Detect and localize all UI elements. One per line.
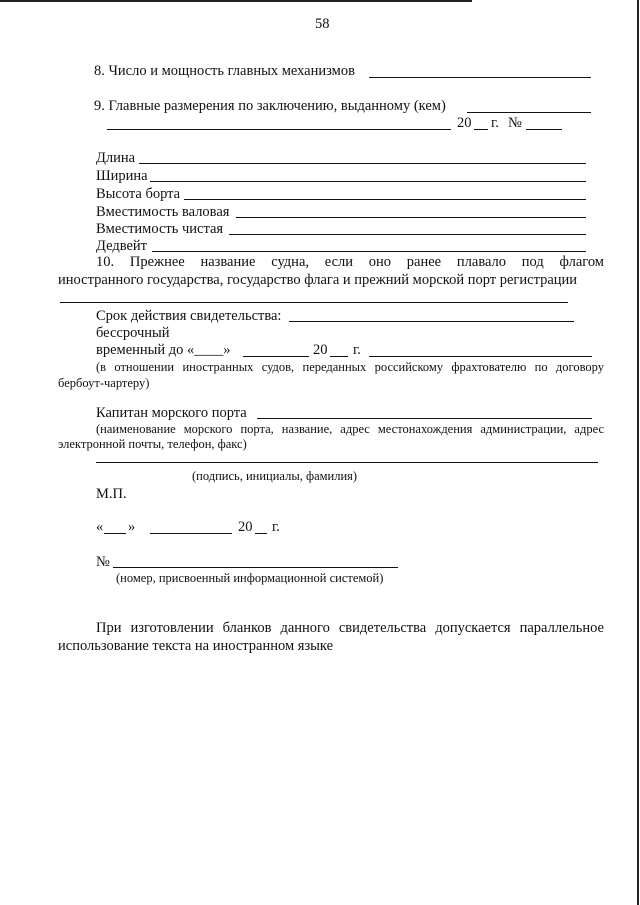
length-field[interactable] [139,163,586,164]
date-day-field[interactable] [104,533,126,534]
item9-number-sign: № [508,115,522,131]
item8-field[interactable] [369,77,591,78]
item10-line2: иностранного государства, государство флага и прежний морской порт регистрации [58,272,578,288]
harbor-master-note-line2: электронной почты, телефон, факс) [58,437,247,451]
deadweight-field[interactable] [152,251,586,252]
depth-label: Высота борта [96,186,181,202]
harbor-master-field[interactable] [257,418,592,419]
harbor-master-label: Капитан морского порта [96,405,247,421]
width-field[interactable] [150,181,586,182]
date-close-quote: » [128,519,136,535]
net-tonnage-label: Вместимость чистая [96,221,224,237]
number-caption: (номер, присвоенный информационной системой) [116,571,384,585]
validity-month-field[interactable] [243,356,309,357]
item9-year-field[interactable] [474,129,488,130]
number-field[interactable] [113,567,398,568]
item9-year-suffix: г. [491,115,499,131]
validity-temporary: временный до «____» [96,342,231,358]
date-year-field[interactable] [255,533,267,534]
item9-issuer-field-2[interactable] [107,129,451,130]
signature-field[interactable] [96,462,598,463]
item10-field[interactable] [60,302,568,303]
depth-field[interactable] [184,199,586,200]
deadweight-label: Дедвейт [96,238,147,254]
validity-year: 20 [313,342,328,358]
item10-line1: 10. Прежнее название судна, если оно ранее плавало под флагом [96,254,604,270]
validity-note-line2: бербоут-чартеру) [58,376,150,390]
length-label: Длина [96,150,136,166]
width-label: Ширина [96,168,148,184]
validity-note-line1: (в отношении иностранных судов, переданных российскому фрахтователю по договору [96,360,604,374]
date-month-field[interactable] [150,533,232,534]
footer-note-line2: использование текста на иностранном языке [58,638,334,654]
validity-indefinite: бессрочный [96,325,170,341]
validity-year-field[interactable] [330,356,348,357]
gross-tonnage-field[interactable] [236,217,586,218]
date-open-quote: « [96,519,104,535]
signature-caption: (подпись, инициалы, фамилия) [192,469,358,483]
seal-placeholder: М.П. [96,486,127,502]
item9-issuer-field[interactable] [467,112,591,113]
item8-label: 8. Число и мощность главных механизмов [94,63,355,79]
footer-note-line1: При изготовлении бланков данного свидетельства допускается параллельное [96,620,604,636]
validity-label: Срок действия свидетельства: [96,308,282,324]
date-year-suffix: г. [272,519,280,535]
validity-year-suffix: г. [353,342,361,358]
number-sign: № [96,554,110,570]
item9-number-field[interactable] [526,129,562,130]
page-number: 58 [315,16,330,32]
validity-extra-field[interactable] [369,356,592,357]
validity-field[interactable] [289,321,574,322]
date-year: 20 [238,519,253,535]
net-tonnage-field[interactable] [229,234,586,235]
harbor-master-note-line1: (наименование морского порта, название, адрес местонахождения администрации, адрес [96,422,604,436]
item9-label: 9. Главные размерения по заключению, выданному (кем) [94,98,446,114]
top-border [0,0,472,2]
item9-year: 20 [457,115,472,131]
gross-tonnage-label: Вместимость валовая [96,204,230,220]
right-border [637,0,639,905]
